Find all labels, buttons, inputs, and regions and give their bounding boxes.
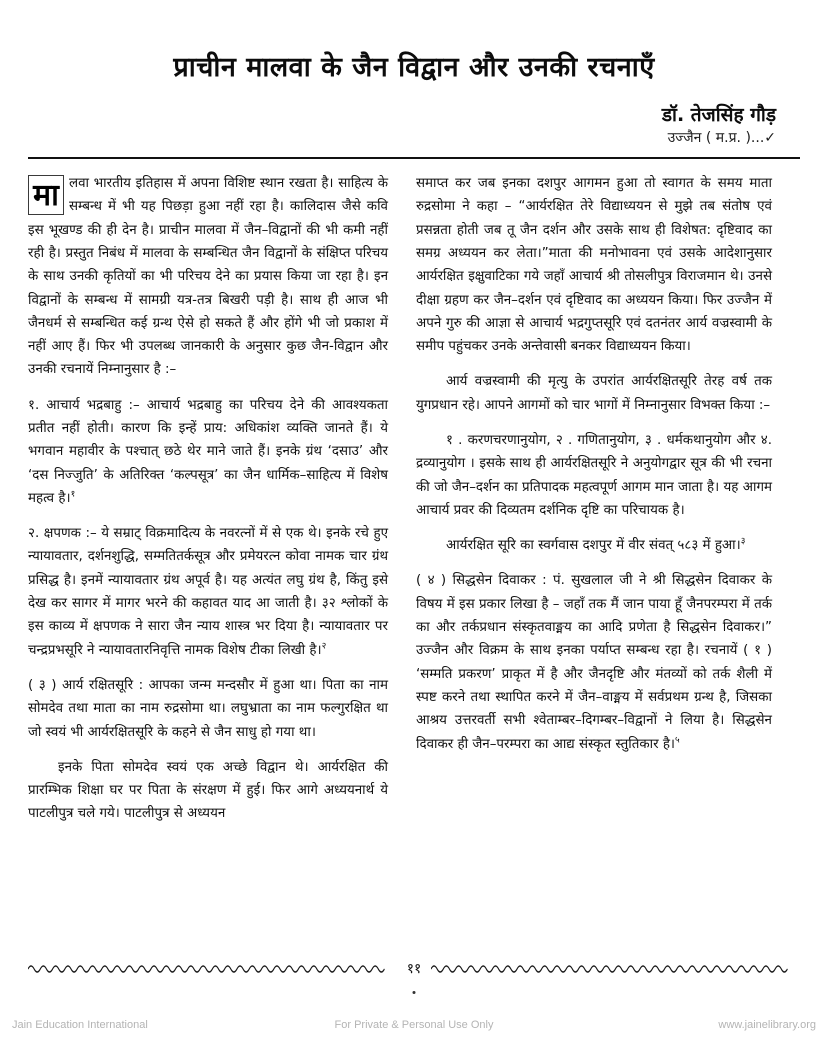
footnote-marker: ३ xyxy=(740,536,746,547)
page-footer xyxy=(0,1016,828,1034)
right-column xyxy=(400,172,772,756)
footnote-marker: ५ xyxy=(675,735,680,746)
paragraph-right-1 xyxy=(416,172,772,358)
paragraph-text: १ . करणचरणानुयोग, २ . गणितानुयोग, ३ . धर्मकथानुयोग और ४. द्रव्यानुयोग । इसके साथ ही आर्यरक्षितसूरि ने अनुयोगद्वार सूत्र की भी रचना की जो जैन–दर्शन का प्रतिपादक महत्वपूर्ण आगम मान जाता है। यह आगम आचार्य प्रवर की दिव्यतम दर्शनिक दृष्टि का परिचायक है। xyxy=(416,433,772,518)
paragraph-left-4 xyxy=(28,674,388,744)
drop-cap: मा xyxy=(28,175,64,215)
footer-left-text: Jain Education International xyxy=(12,1019,148,1031)
decorative-divider xyxy=(28,959,800,978)
paragraph-text: आर्यरक्षित सूरि का स्वर्गवास दशपुर में वीर संवत् ५८३ में हुआ। xyxy=(446,538,741,554)
footer-right-link[interactable]: www.jainelibrary.org xyxy=(718,1019,816,1031)
author-byline xyxy=(0,104,828,148)
paragraph-text: लवा भारतीय इतिहास में अपना विशिष्ट स्थान रखता है। साहित्य के सम्बन्ध में भी यह पिछड़ा हुआ नहीं रहा है। कालिदास जैसे कवि इस भूखण्ड की ही देन है। प्राचीन मालवा में जैन–विद्वानों की भी कमी नहीं रही है। प्रस्तुत निबंध में मालवा के सम्बन्धित जैन विद्वानों के संक्षिप्त परिचय के साथ उनकी कृतियों का भी परिचय देने का प्रयास किया जा रहा है। इन विद्वानों के सम्बन्ध में सामग्री यत्र-तत्र बिखरी पड़ी है। साथ ही आज भी जैनधर्म से सम्बन्धित कई ग्रन्थ ऐसे हो सकते हैं और होंगे भी जो प्रकाश में नहीं आए हैं। फिर भी उपलब्ध जानकारी के अनुसार कुछ जैन-विद्वान और उनकी रचनायें निम्नानुसार है :– xyxy=(28,176,388,378)
page-number: ११ xyxy=(406,961,422,977)
paragraph-right-4 xyxy=(416,534,772,557)
paragraph-right-3 xyxy=(416,429,772,522)
paragraph-text: आर्य वज्रस्वामी की मृत्यु के उपरांत आर्यरक्षितसूरि तेरह वर्ष तक युगप्रधान रहे। आपने आगमों को चार भागों में निम्नानुसार विभक्त किया :– xyxy=(416,374,772,413)
footnote-marker: २ xyxy=(321,641,327,652)
title-area xyxy=(0,0,828,84)
paragraph-text: ( ३ ) आर्य रक्षितसूरि : आपका जन्म मन्दसौर में हुआ था। पिता का नाम सोमदेव तथा माता का नाम रुद्रसोमा था। लघुभ्राता का नाम फल्गुरक्षित था जो स्वयं भी आर्यरक्षितसूरि के कहने से जैन साधु हो गया था। xyxy=(28,677,388,740)
paragraph-left-1 xyxy=(28,172,388,382)
footnote-marker: १ xyxy=(70,489,76,500)
paragraph-text: २. क्षपणक :– ये सम्राट् विक्रमादित्य के नवरत्नों में से एक थे। इनके रचे हुए न्यायावतार, दर्शनशुद्धि, सम्मतितर्कसूत्र और प्रमेयरत्न कोवा नामक चार ग्रंथ प्रसिद्ध है। इनमें न्यायावतार ग्रंथ अपूर्व है। यह अत्यंत लघु ग्रंथ है, किंतु इसे देख कर सागर में मागर भरने की कहावत याद आ जाती है। ३२ श्लोकों के इस काव्य में क्षपणक ने सारा जैन न्याय शास्त्र भर दिया है। न्यायावतार पर चन्द्रप्रभसूरि ने न्यायावतारनिवृत्ति नामक विशेष टीका लिखी है। xyxy=(28,526,388,658)
paragraph-left-3 xyxy=(28,522,388,662)
paragraph-text: इनके पिता सोमदेव स्वयं एक अच्छे विद्वान थे। आर्यरक्षित की प्रारम्भिक शिक्षा घर पर पिता के संरक्षण में हुई। फिर आगे अध्ययनार्थ ये पाटलीपुत्र चले गये। पाटलीपुत्र से अध्ययन xyxy=(28,759,388,822)
paragraph-text: १. आचार्य भद्रबाहु :– आचार्य भद्रबाहु का परिचय देने की आवश्यकता प्रतीत नहीं होती। कारण कि इन्हें प्राय: अधिकांश व्यक्ति जानते हैं। ये भगवान महावीर के पश्चात् छठे थेर माने जाते हैं। इनके ग्रंथ ‘दसाउ’ और ‘दस निज्जुति’ के अतिरिक्त ‘कल्पसूत्र’ का जैन धार्मिक–साहित्य में विशेष महत्व है। xyxy=(28,397,388,506)
header-divider-rule xyxy=(28,157,800,159)
wave-ornament-left-icon xyxy=(28,962,397,976)
footer-center-text: For Private & Personal Use Only xyxy=(334,1019,494,1031)
page-title: प्राचीन मालवा के जैन विद्वान और उनकी रचनाएँ xyxy=(173,52,655,83)
paragraph-text: ( ४ ) सिद्धसेन दिवाकर : पं. सुखलाल जी ने श्री सिद्धसेन दिवाकर के विषय में इस प्रकार लिखा है – जहाँ तक मैं जान पाया हूँ जैनपरम्परा में तर्क का और तर्कप्रधान संस्कृतवाङ्मय का आदि प्रणेता है सिद्धसेन दिवाकर।” उज्जैन और विक्रम के साथ इनका पर्याप्त सम्बन्ध रहा है। रचनायें ( १ ) ‘सम्मति प्रकरण’ प्राकृत में है और जैनदृष्टि और मंतव्यों को तर्क शैली में स्पष्ट करने तथा स्थापित करने में जैन–वाङ्मय में सर्वप्रथम ग्रन्थ है, जिसका आश्रय उत्तरवर्ती सभी श्वेताम्बर–दिगम्बर–विद्वानों ने लिया है। सिद्धसेन दिवाकर ही जैन–परम्परा का आद्य संस्कृत स्तुतिकार है। xyxy=(416,573,772,752)
paragraph-right-2 xyxy=(416,370,772,417)
two-column-body xyxy=(28,172,800,826)
paragraph-left-2 xyxy=(28,394,388,510)
paragraph-left-5 xyxy=(28,756,388,826)
wave-ornament-right-icon xyxy=(431,962,800,976)
author-name: डॉ. तेजसिंह गौड़ xyxy=(661,104,776,127)
left-column xyxy=(28,172,400,826)
paragraph-right-5 xyxy=(416,569,772,755)
author-place: उज्जैन ( म.प्र. )...✓ xyxy=(667,130,776,147)
paragraph-text: समाप्त कर जब इनका दशपुर आगमन हुआ तो स्वागत के समय माता रुद्रसोमा ने कहा – “आर्यरक्षित तेरे विद्याध्ययन से मुझे तब संतोष एवं प्रसन्नता होती जब तू जैन दर्शन और उसके साथ ही विशेषत: दृष्टिवाद का समग्र अध्ययन कर लेता।”माता की मनोभावना एवं उसके आदेशानुसार आर्यरक्षित इक्षुवाटिका गये जहाँ आचार्य श्री तोसलीपुत्र विराजमान थे। उनसे दीक्षा ग्रहण कर जैन–दर्शन एवं दृष्टिवाद का अध्ययन किया। फिर उज्जैन में अपने गुरु की आज्ञा से आचार्य भद्रगुप्तसूरि एवं दतनंतर आर्य वज्रस्वामी के समीप पहुंचकर उनके अन्तेवासी बनकर विद्याध्ययन किया। xyxy=(416,176,772,355)
center-dot-mark xyxy=(413,991,416,994)
